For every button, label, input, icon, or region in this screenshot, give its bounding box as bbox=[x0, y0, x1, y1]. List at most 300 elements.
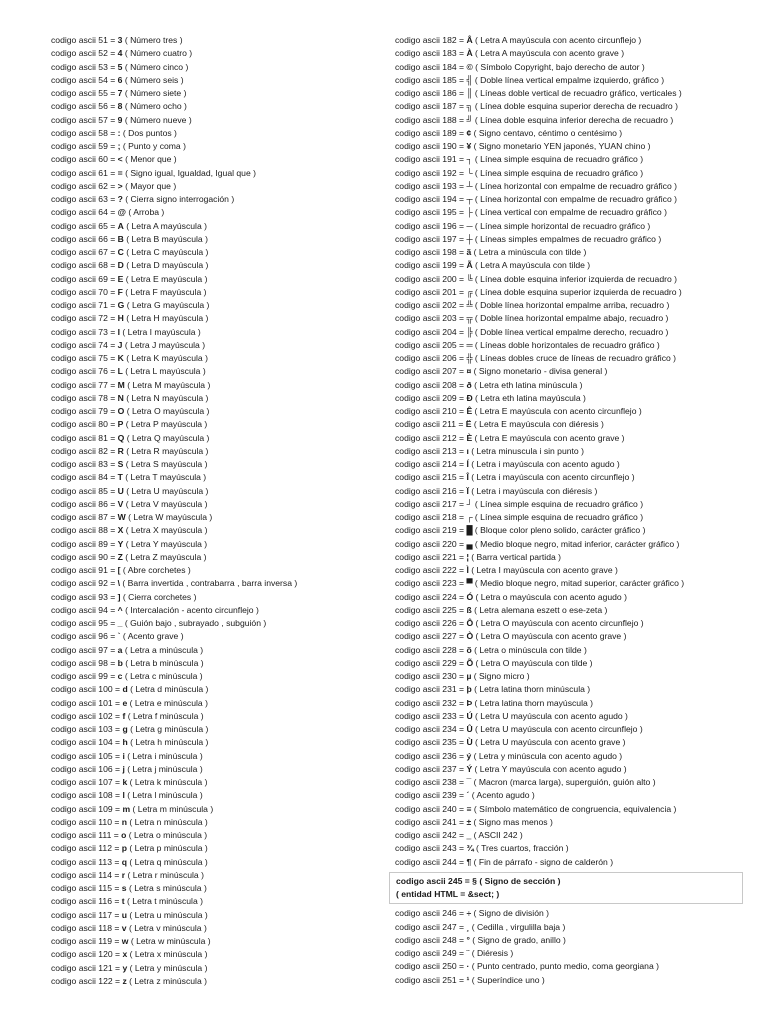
ascii-entry bbox=[51, 286, 381, 299]
entry-prefix: codigo ascii 118 = bbox=[51, 922, 122, 933]
ascii-entry bbox=[51, 312, 381, 325]
ascii-entry bbox=[51, 100, 381, 113]
ascii-entry bbox=[395, 180, 765, 193]
entry-prefix: codigo ascii 231 = bbox=[395, 684, 467, 695]
entry-character: Ð bbox=[466, 392, 473, 403]
entry-character: ¾ bbox=[466, 843, 474, 854]
ascii-entry bbox=[51, 829, 381, 842]
ascii-entry bbox=[395, 233, 765, 246]
entry-description: ( Signo micro ) bbox=[471, 671, 530, 681]
ascii-entry bbox=[395, 445, 765, 458]
entry-character: Ï bbox=[466, 485, 469, 496]
entry-character: ╬ bbox=[466, 353, 473, 363]
entry-prefix: codigo ascii 53 = bbox=[51, 61, 118, 72]
entry-character: ╔ bbox=[466, 286, 473, 297]
ascii-entry bbox=[51, 842, 381, 855]
entry-description: ( Letra x minúscula ) bbox=[127, 949, 208, 960]
entry-prefix: codigo ascii 83 = bbox=[51, 459, 118, 469]
entry-character: g bbox=[122, 724, 128, 734]
ascii-entry bbox=[51, 630, 381, 643]
entry-description: ( Letra L mayúscula ) bbox=[122, 366, 206, 377]
entry-description: ( Líneas doble vertical de recuadro gráfico, verticales ) bbox=[472, 88, 682, 98]
entry-description: ( Barra vertical partida ) bbox=[468, 551, 562, 562]
ascii-entry bbox=[395, 803, 765, 816]
entry-description: ( Letra eth latina mayúscula ) bbox=[472, 392, 586, 403]
entry-character: s bbox=[121, 883, 127, 893]
entry-character: ┬ bbox=[466, 194, 473, 204]
entry-character: ð bbox=[466, 379, 472, 390]
ascii-entry bbox=[395, 471, 765, 484]
entry-description: ( Letra A mayúscula ) bbox=[123, 220, 207, 231]
ascii-entry bbox=[395, 907, 765, 920]
entry-character: █ bbox=[466, 525, 473, 536]
entry-prefix: codigo ascii 70 = bbox=[51, 286, 118, 297]
ascii-entry bbox=[395, 789, 765, 802]
ascii-entry bbox=[395, 140, 765, 153]
entry-prefix: codigo ascii 205 = bbox=[395, 339, 467, 350]
entry-description: ( Número ocho ) bbox=[122, 101, 187, 112]
entry-prefix: codigo ascii 62 = bbox=[51, 180, 118, 191]
entry-character: Ó bbox=[466, 591, 474, 602]
ascii-entry bbox=[51, 882, 381, 895]
ascii-entry bbox=[51, 47, 381, 60]
ascii-entry bbox=[51, 273, 381, 286]
entry-prefix: codigo ascii 233 = bbox=[395, 710, 467, 721]
entry-prefix: codigo ascii 234 = bbox=[395, 724, 467, 734]
entry-character: ╩ bbox=[466, 300, 473, 310]
ascii-entry bbox=[395, 960, 765, 973]
ascii-entry bbox=[395, 577, 765, 590]
entry-prefix: codigo ascii 198 = bbox=[395, 247, 467, 257]
entry-description: ( Número seis ) bbox=[122, 74, 184, 85]
ascii-entry bbox=[395, 206, 765, 219]
ascii-entry bbox=[395, 339, 765, 352]
entry-character: Z bbox=[117, 551, 123, 562]
entry-prefix: codigo ascii 63 = bbox=[51, 194, 118, 204]
ascii-entry bbox=[395, 418, 765, 431]
entry-prefix: codigo ascii 248 = bbox=[395, 934, 467, 945]
entry-prefix: codigo ascii 193 = bbox=[395, 180, 467, 191]
entry-description: ( Medio bloque negro, mitad superior, carácter gráfico ) bbox=[472, 578, 685, 589]
entry-prefix: codigo ascii 224 = bbox=[395, 591, 467, 602]
ascii-entry bbox=[51, 710, 381, 723]
entry-description: ( Letra o mayúscula con acento agudo ) bbox=[473, 591, 627, 602]
ascii-entry bbox=[395, 153, 765, 166]
entry-prefix: codigo ascii 182 = bbox=[395, 35, 467, 45]
entry-prefix: codigo ascii 68 = bbox=[51, 260, 118, 271]
ascii-entry bbox=[395, 842, 765, 855]
ascii-entry bbox=[395, 392, 765, 405]
ascii-entry bbox=[395, 114, 765, 127]
entry-character: K bbox=[117, 353, 124, 363]
entry-description: ( Letra U mayúscula ) bbox=[123, 485, 209, 496]
entry-character: A bbox=[117, 220, 124, 231]
entry-character: ß bbox=[466, 604, 472, 615]
entry-description: ( Doble línea vertical empalme izquierdo, gráfico ) bbox=[472, 74, 665, 85]
entry-prefix: codigo ascii 55 = bbox=[51, 88, 118, 98]
entry-description: ( Letra eth latina minúscula ) bbox=[471, 379, 583, 390]
ascii-entry bbox=[51, 498, 381, 511]
entry-description: ( Letra Z mayúscula ) bbox=[122, 551, 207, 562]
ascii-entry bbox=[395, 299, 765, 312]
ascii-entry bbox=[51, 471, 381, 484]
entry-character: þ bbox=[466, 684, 472, 695]
ascii-entry bbox=[395, 934, 765, 947]
ascii-entry bbox=[51, 74, 381, 87]
entry-character: ã bbox=[466, 247, 472, 257]
ascii-entry bbox=[395, 286, 765, 299]
entry-description: ( Doble línea horizontal empalme arriba, recuadro ) bbox=[472, 300, 670, 310]
ascii-entry bbox=[395, 127, 765, 140]
entry-description: ( Línea doble esquina superior derecha de recuadro ) bbox=[472, 101, 678, 112]
entry-character: └ bbox=[466, 167, 473, 178]
entry-character: r bbox=[121, 869, 126, 880]
entry-prefix: codigo ascii 82 = bbox=[51, 445, 118, 456]
entry-description: ( Líneas simples empalmes de recuadro gráfico ) bbox=[472, 233, 662, 244]
entry-prefix: codigo ascii 84 = bbox=[51, 472, 118, 483]
entry-description: ( Letra Y mayúscula con acento agudo ) bbox=[472, 763, 627, 774]
ascii-entry bbox=[51, 789, 381, 802]
ascii-entry bbox=[395, 405, 765, 418]
entry-description: ( Líneas doble horizontales de recuadro gráfico ) bbox=[472, 339, 660, 350]
entry-prefix: codigo ascii 73 = bbox=[51, 326, 118, 337]
entry-character: ╣ bbox=[466, 74, 473, 85]
ascii-entry bbox=[395, 432, 765, 445]
entry-prefix: codigo ascii 108 = bbox=[51, 790, 123, 801]
entry-character: J bbox=[117, 339, 123, 350]
entry-character: Ù bbox=[466, 737, 473, 748]
ascii-entry bbox=[51, 922, 381, 935]
entry-description: ( Letra W mayúscula ) bbox=[125, 512, 213, 522]
entry-description: ( Letra U mayúscula con acento agudo ) bbox=[472, 710, 628, 721]
entry-prefix: codigo ascii 235 = bbox=[395, 737, 467, 748]
entry-description: ( Letra q minúscula ) bbox=[127, 856, 208, 867]
entry-prefix: codigo ascii 64 = bbox=[51, 207, 118, 218]
entry-description: ( Letra O mayúscula con acento circunflejo ) bbox=[473, 618, 644, 628]
entry-description: ( Doble línea horizontal empalme abajo, recuadro ) bbox=[472, 313, 669, 324]
entry-prefix: codigo ascii 250 = bbox=[395, 961, 467, 972]
ascii-entry bbox=[395, 34, 765, 47]
entry-description: ( Letra J mayúscula ) bbox=[122, 339, 206, 350]
entry-character: G bbox=[117, 300, 125, 310]
ascii-entry bbox=[395, 74, 765, 87]
entry-prefix: codigo ascii 184 = bbox=[395, 61, 467, 72]
entry-prefix: codigo ascii 71 = bbox=[51, 300, 118, 310]
entry-description: ( Símbolo matemático de congruencia, equivalencia ) bbox=[471, 803, 677, 814]
entry-prefix: codigo ascii 199 = bbox=[395, 260, 467, 271]
entry-description: ( Letra h minúscula ) bbox=[127, 737, 209, 748]
entry-prefix: codigo ascii 200 = bbox=[395, 273, 467, 284]
entry-prefix: codigo ascii 219 = bbox=[395, 525, 467, 536]
entry-description: ( Letra w minúscula ) bbox=[128, 936, 211, 946]
ascii-entry bbox=[51, 816, 381, 829]
entry-character: ] bbox=[117, 591, 121, 602]
entry-character: v bbox=[121, 922, 127, 933]
entry-prefix: codigo ascii 122 = bbox=[51, 975, 123, 986]
entry-character: @ bbox=[117, 207, 127, 218]
entry-character: ╗ bbox=[466, 101, 473, 112]
entry-character: Þ bbox=[466, 697, 473, 708]
entry-prefix: codigo ascii 110 = bbox=[51, 816, 122, 827]
entry-character: ─ bbox=[466, 220, 473, 231]
entry-prefix: codigo ascii 75 = bbox=[51, 353, 118, 363]
entry-description: ( Letra P mayúscula ) bbox=[123, 419, 208, 430]
entry-prefix: codigo ascii 242 = bbox=[395, 830, 467, 840]
entry-description: ( Letra B mayúscula ) bbox=[123, 233, 208, 244]
entry-description: ( Letra U mayúscula con acento circunflejo ) bbox=[472, 724, 643, 734]
entry-description: ( Letra z minúscula ) bbox=[126, 975, 207, 986]
entry-character: ´ bbox=[466, 790, 470, 801]
ascii-entry bbox=[395, 458, 765, 471]
entry-character: 8 bbox=[117, 101, 123, 112]
entry-description: ( Letra u minúscula ) bbox=[127, 909, 208, 920]
entry-description: ( Letra latina thorn mayúscula ) bbox=[472, 697, 594, 708]
entry-description: ( Letra m minúscula ) bbox=[130, 803, 214, 814]
entry-description: ( Línea doble esquina inferior izquierda de recuadro ) bbox=[472, 273, 677, 284]
entry-character: ¤ bbox=[466, 366, 472, 377]
entry-prefix: codigo ascii 222 = bbox=[395, 565, 467, 575]
entry-description: ( Letra E mayúscula con acento grave ) bbox=[472, 432, 625, 443]
ascii-entry bbox=[51, 962, 381, 975]
ascii-entry bbox=[51, 326, 381, 339]
entry-prefix: codigo ascii 86 = bbox=[51, 498, 118, 509]
entry-description: ( Letra Y mayúscula ) bbox=[123, 538, 208, 549]
entry-prefix: codigo ascii 197 = bbox=[395, 233, 467, 244]
ascii-entry bbox=[51, 975, 381, 988]
entry-prefix: codigo ascii 194 = bbox=[395, 194, 467, 204]
ascii-entry bbox=[395, 657, 765, 670]
entry-character: o bbox=[121, 830, 127, 840]
entry-description: ( Letra minuscula i sin punto ) bbox=[468, 445, 584, 456]
entry-prefix: codigo ascii 52 = bbox=[51, 48, 118, 59]
entry-character: M bbox=[117, 379, 125, 390]
entry-prefix: codigo ascii 79 = bbox=[51, 406, 118, 416]
entry-prefix: codigo ascii 61 = bbox=[51, 167, 118, 178]
entry-description: ( Letra o minúscula con tilde ) bbox=[471, 644, 587, 655]
ascii-entry bbox=[51, 365, 381, 378]
ascii-entry bbox=[395, 617, 765, 630]
entry-prefix: codigo ascii 251 = bbox=[395, 974, 467, 985]
entry-description: ( Letra y minúscula ) bbox=[127, 962, 208, 973]
entry-character: ¶ bbox=[466, 856, 472, 867]
entry-prefix: codigo ascii 230 = bbox=[395, 671, 467, 681]
entry-character: ý bbox=[466, 750, 472, 761]
ascii-entry bbox=[395, 352, 765, 365]
entry-character: V bbox=[117, 498, 124, 509]
ascii-entry bbox=[51, 233, 381, 246]
entry-character: Ò bbox=[466, 631, 474, 642]
ascii-entry bbox=[395, 829, 765, 842]
entry-description: ( Letra O mayúscula con acento grave ) bbox=[473, 631, 627, 642]
entry-prefix: codigo ascii 57 = bbox=[51, 114, 118, 125]
entry-prefix: codigo ascii 220 = bbox=[395, 538, 467, 549]
entry-description: ( Número cinco ) bbox=[122, 61, 189, 72]
entry-description: ( Línea vertical con empalme de recuadro gráfico ) bbox=[472, 207, 667, 218]
entry-character: À bbox=[466, 48, 473, 59]
entry-character: U bbox=[117, 485, 124, 496]
entry-description: ( Letra b minúscula ) bbox=[122, 657, 204, 668]
entry-character: ¥ bbox=[466, 141, 472, 151]
entry-prefix: codigo ascii 117 = bbox=[51, 909, 122, 920]
ascii-entry bbox=[395, 723, 765, 736]
entry-description: ( Signo igual, Igualdad, Igual que ) bbox=[122, 167, 256, 178]
entry-description: ( Letra v minúscula ) bbox=[126, 922, 207, 933]
entry-character: ▄ bbox=[466, 538, 473, 549]
entry-prefix: codigo ascii 99 = bbox=[51, 671, 118, 681]
ascii-entry bbox=[395, 61, 765, 74]
ascii-entry bbox=[51, 193, 381, 206]
ascii-entry bbox=[51, 299, 381, 312]
entry-prefix: codigo ascii 204 = bbox=[395, 326, 467, 337]
entry-description: ( Letra E mayúscula con acento circunflejo ) bbox=[472, 406, 642, 416]
entry-character: h bbox=[122, 737, 128, 748]
entry-prefix: codigo ascii 185 = bbox=[395, 74, 467, 85]
entry-prefix: codigo ascii 107 = bbox=[51, 777, 123, 787]
entry-character: ¢ bbox=[466, 127, 472, 138]
ascii-entry bbox=[51, 909, 381, 922]
entry-prefix: codigo ascii 109 = bbox=[51, 803, 123, 814]
ascii-entry bbox=[51, 167, 381, 180]
entry-prefix: codigo ascii 207 = bbox=[395, 366, 467, 377]
entry-prefix: codigo ascii 106 = bbox=[51, 763, 123, 774]
right-column-bottom-list bbox=[395, 907, 765, 987]
entry-character: i bbox=[122, 750, 125, 761]
entry-prefix: codigo ascii 93 = bbox=[51, 591, 118, 602]
ascii-entry bbox=[395, 591, 765, 604]
entry-description: ( Letra S mayúscula ) bbox=[123, 459, 208, 469]
entry-description: ( Tres cuartos, fracción ) bbox=[473, 843, 569, 854]
ascii-entry bbox=[51, 392, 381, 405]
entry-character: Ý bbox=[466, 763, 473, 774]
entry-character: N bbox=[117, 392, 124, 403]
entry-prefix: codigo ascii 78 = bbox=[51, 392, 118, 403]
ascii-entry bbox=[51, 246, 381, 259]
ascii-entry bbox=[395, 670, 765, 683]
entry-description: ( Letra y minúscula con acento agudo ) bbox=[471, 750, 623, 761]
entry-character: H bbox=[117, 313, 124, 324]
ascii-entry bbox=[51, 538, 381, 551]
ascii-entry bbox=[395, 710, 765, 723]
entry-description: ( Letra R mayúscula ) bbox=[123, 445, 209, 456]
entry-prefix: codigo ascii 203 = bbox=[395, 313, 467, 324]
entry-character: Î bbox=[466, 472, 469, 483]
entry-prefix: codigo ascii 114 = bbox=[51, 869, 122, 880]
entry-description: ( Medio bloque negro, mitad inferior, carácter gráfico ) bbox=[472, 538, 680, 549]
entry-character: Ì bbox=[466, 565, 469, 575]
highlight-box-ascii-245 bbox=[389, 872, 743, 905]
entry-description: ( Letra T mayúscula ) bbox=[122, 472, 207, 483]
ascii-entry bbox=[395, 193, 765, 206]
entry-character: x bbox=[122, 949, 128, 960]
entry-description: ( Diéresis ) bbox=[469, 948, 514, 958]
entry-prefix: codigo ascii 232 = bbox=[395, 697, 467, 708]
entry-prefix: codigo ascii 81 = bbox=[51, 432, 118, 443]
ascii-entry bbox=[395, 644, 765, 657]
ascii-entry bbox=[51, 524, 381, 537]
entry-description: ( Letra A mayúscula con acento circunflejo ) bbox=[472, 35, 642, 45]
entry-character: 4 bbox=[117, 48, 123, 59]
entry-character: ┘ bbox=[466, 498, 473, 509]
entry-prefix: codigo ascii 196 = bbox=[395, 220, 467, 231]
entry-character: ┼ bbox=[466, 233, 473, 244]
ascii-entry bbox=[395, 498, 765, 511]
entry-prefix: codigo ascii 51 = bbox=[51, 35, 118, 45]
entry-description: ( Letra alemana eszett o ese-zeta ) bbox=[471, 604, 608, 615]
entry-description: ( Letra A mayúscula con tilde ) bbox=[472, 260, 591, 271]
entry-character: ¸ bbox=[466, 921, 470, 932]
ascii-entry bbox=[51, 405, 381, 418]
entry-description: ( Letra Q mayúscula ) bbox=[124, 432, 210, 443]
entry-character: ╚ bbox=[466, 273, 473, 284]
ascii-entry bbox=[395, 259, 765, 272]
entry-description: ( Intercalación - acento circunflejo ) bbox=[122, 604, 259, 615]
entry-character: ¹ bbox=[466, 974, 470, 985]
entry-character: D bbox=[117, 260, 124, 271]
entry-character: ÷ bbox=[466, 908, 472, 919]
entry-description: ( Signo mas menos ) bbox=[471, 816, 553, 827]
entry-prefix: codigo ascii 237 = bbox=[395, 763, 467, 774]
ascii-entry bbox=[51, 803, 381, 816]
entry-character: Ô bbox=[466, 618, 474, 628]
entry-character: ┌ bbox=[466, 512, 473, 522]
entry-description: ( Letra s minúscula ) bbox=[126, 883, 207, 893]
ascii-entry bbox=[395, 379, 765, 392]
ascii-entry bbox=[51, 34, 381, 47]
entry-description: ( Letra g minúscula ) bbox=[127, 724, 209, 734]
entry-description: ( Letra A mayúscula con acento grave ) bbox=[472, 48, 625, 59]
ascii-entry bbox=[51, 418, 381, 431]
ascii-entry bbox=[395, 100, 765, 113]
ascii-entry bbox=[51, 352, 381, 365]
entry-description: ( Línea doble esquina inferior derecha de recuadro ) bbox=[472, 114, 674, 125]
ascii-entry bbox=[51, 87, 381, 100]
ascii-entry bbox=[395, 220, 765, 233]
ascii-entry bbox=[51, 61, 381, 74]
entry-description: ( Menor que ) bbox=[122, 154, 177, 165]
entry-character: d bbox=[122, 684, 128, 695]
entry-character: 6 bbox=[117, 74, 123, 85]
entry-character: ± bbox=[466, 816, 472, 827]
entry-character: c bbox=[117, 671, 123, 681]
ascii-entry bbox=[51, 445, 381, 458]
entry-prefix: codigo ascii 218 = bbox=[395, 512, 467, 522]
entry-character: y bbox=[122, 962, 128, 973]
entry-description: ( Letra C mayúscula ) bbox=[123, 247, 209, 257]
ascii-entry bbox=[395, 246, 765, 259]
entry-character: Ú bbox=[466, 710, 473, 721]
entry-character: > bbox=[117, 180, 123, 191]
entry-description: ( Punto centrado, punto medio, coma georgiana ) bbox=[469, 961, 659, 972]
entry-prefix: codigo ascii 59 = bbox=[51, 141, 118, 151]
entry-prefix: codigo ascii 72 = bbox=[51, 313, 118, 324]
entry-description: ( Letra O mayúscula ) bbox=[124, 406, 210, 416]
entry-description: ( Signo centavo, céntimo o centésimo ) bbox=[471, 127, 623, 138]
entry-prefix: codigo ascii 121 = bbox=[51, 962, 123, 973]
entry-character: p bbox=[121, 843, 128, 854]
entry-prefix: codigo ascii 104 = bbox=[51, 737, 123, 748]
entry-prefix: codigo ascii 105 = bbox=[51, 750, 123, 761]
entry-prefix: codigo ascii 215 = bbox=[395, 472, 467, 483]
entry-prefix: codigo ascii 92 = bbox=[51, 578, 118, 589]
entry-description: ( Cierra signo interrogación ) bbox=[122, 194, 235, 204]
entry-character: ‗ bbox=[466, 830, 472, 840]
entry-prefix: codigo ascii 187 = bbox=[395, 101, 467, 112]
entry-prefix: codigo ascii 209 = bbox=[395, 392, 467, 403]
entry-character: Y bbox=[117, 538, 124, 549]
entry-prefix: codigo ascii 228 = bbox=[395, 644, 467, 655]
ascii-entry bbox=[395, 816, 765, 829]
entry-prefix: codigo ascii 214 = bbox=[395, 459, 467, 469]
